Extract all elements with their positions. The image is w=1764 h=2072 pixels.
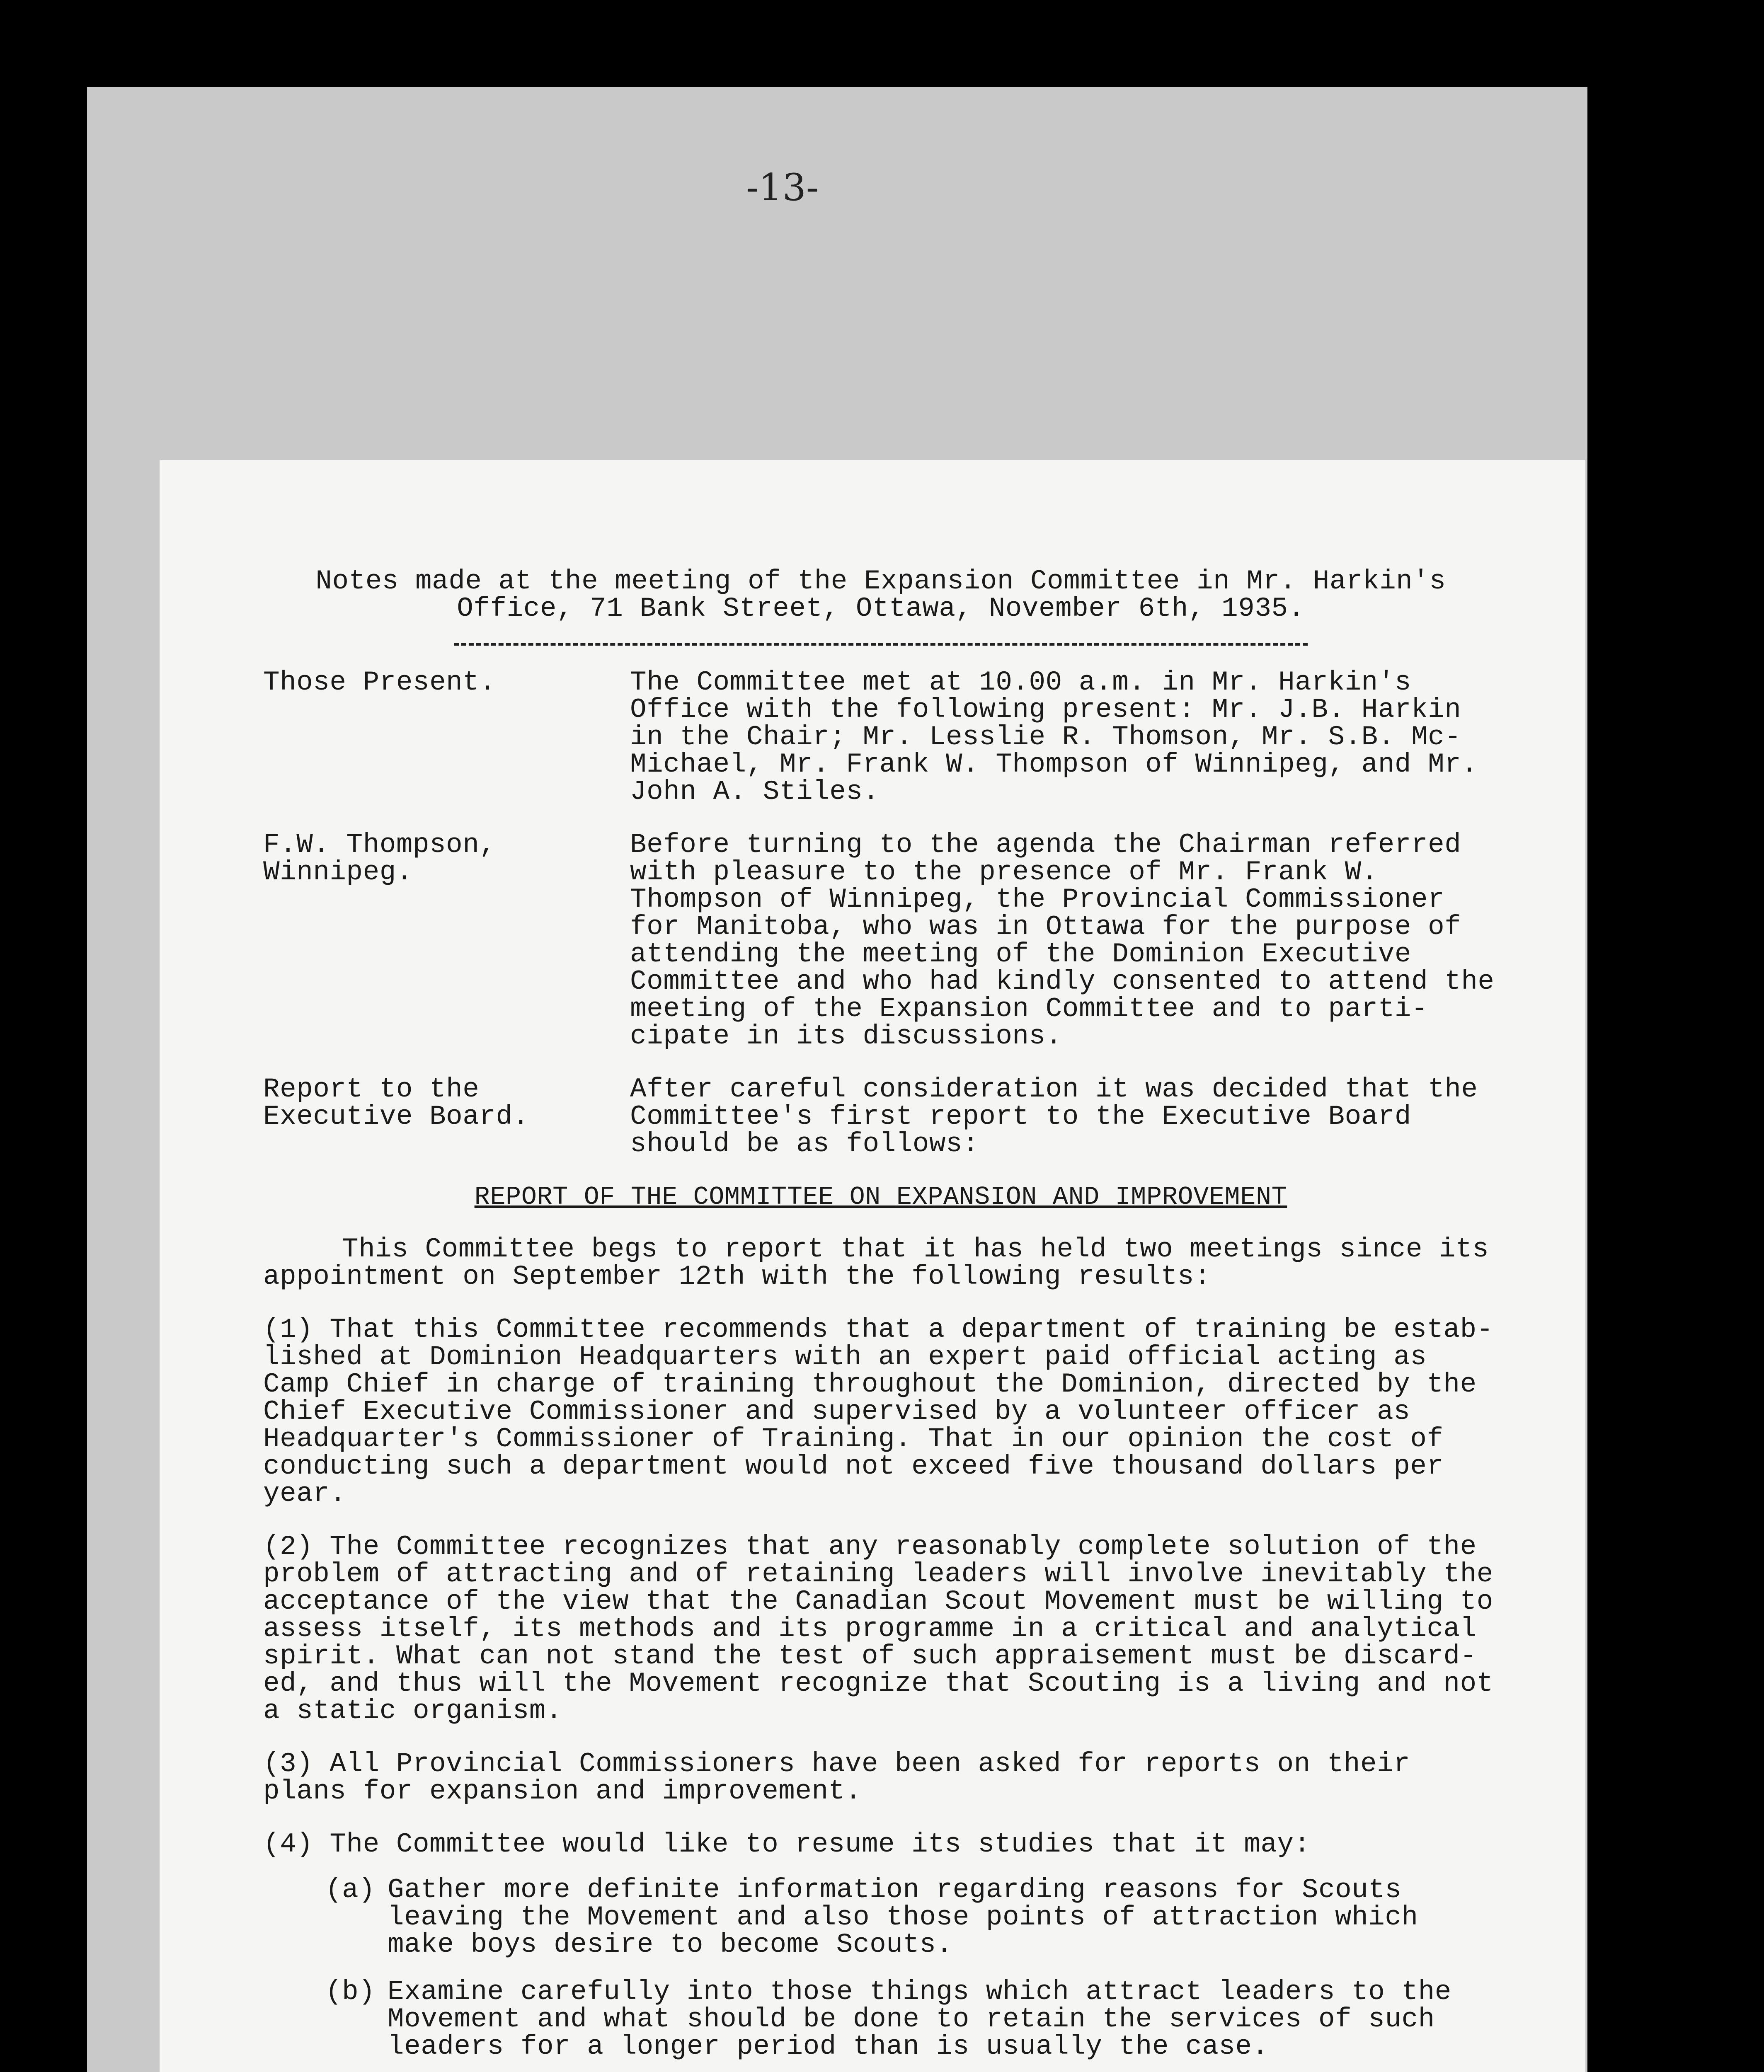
page-number: -13- — [746, 166, 819, 209]
section-text: Before turning to the agenda the Chairman referred with pleasure to the presence of Mr. Frank W. Thompson of Winnipeg, the Provincial Commissioner for Manitoba, who was in Ottawa for the purpose of attending the meeting of the Dominion Executive Committee and who had kindly consented to attend the meeting of the Expansion Committee and to parti-cipate in its discussions. — [630, 829, 1495, 1052]
section-text: After careful consideration it was decided that the Committee's first report to the Executive Board should be as follows: — [630, 1074, 1478, 1159]
document-body — [263, 568, 1498, 2072]
section-label: F.W. Thompson, Winnipeg. — [263, 829, 496, 888]
document-sheet — [160, 460, 1585, 2072]
subitem-text: Gather more definite information regarding reasons for Scouts leaving the Movement and also those points of attraction which make boys desire to become Scouts. — [388, 1874, 1418, 1960]
report-subitem — [325, 1978, 1498, 2060]
subitem-text: Examine carefully into those things which attract leaders to the Movement and what should be done to retain the services of such leaders for a longer period than is usually the case. — [388, 1976, 1451, 2062]
report-title: REPORT OF THE COMMITTEE ON EXPANSION AND IMPROVEMENT — [474, 1182, 1287, 1212]
section-label: Report to the Executive Board. — [263, 1074, 529, 1132]
report-item-3: (3) All Provincial Commissioners have been asked for reports on their plans for expansion and improvement. — [263, 1748, 1410, 1807]
report-subitem — [325, 1876, 1498, 1958]
dashed-divider — [454, 643, 1308, 646]
section-row — [263, 1076, 1498, 1158]
subitem-marker: (b) — [325, 1976, 376, 2007]
section-label: Those Present. — [263, 667, 496, 698]
section-text: The Committee met at 10.00 a.m. in Mr. Harkin's Office with the following present: Mr. J.B. Harkin in the Chair; Mr. Lesslie R. Thomson, Mr. S.B. Mc-Michael, Mr. Frank W. Thompson of Winnipeg, and Mr. John A. Stiles. — [630, 667, 1478, 807]
document-heading: Notes made at the meeting of the Expansion Committee in Mr. Harkin's Office, 71 Bank Street, Ottawa, November 6th, 1935. — [315, 566, 1446, 624]
report-item-4: (4) The Committee would like to resume its studies that it may: — [263, 1829, 1311, 1860]
report-intro: This Committee begs to report that it has held two meetings since its appointment on September 12th with the following results: — [263, 1234, 1489, 1292]
report-item-2: (2) The Committee recognizes that any reasonably complete solution of the problem of attracting and of retaining leaders will involve inevitably the acceptance of the view that the Canadian Scout Movement must be willing to assess itself, its methods and its programme in a critical and analytical spirit. What can not stand the test of such appraisement must be discard-ed, and thus will the Movement recognize that Scouting is a living and not a static organism. — [263, 1531, 1493, 1726]
report-item-1: (1) That this Committee recommends that a department of training be estab-lished at Dominion Headquarters with an expert paid official acting as Camp Chief in charge of training throughout the Dominion, directed by the Chief Executive Commissioner and supervised by a volunteer officer as Headquarter's Commissioner of Training. That in our opinion the cost of conducting such a department would not exceed five thousand dollars per year. — [263, 1314, 1493, 1509]
subitem-marker: (a) — [325, 1874, 376, 1905]
section-row — [263, 831, 1498, 1050]
section-row — [263, 669, 1498, 806]
